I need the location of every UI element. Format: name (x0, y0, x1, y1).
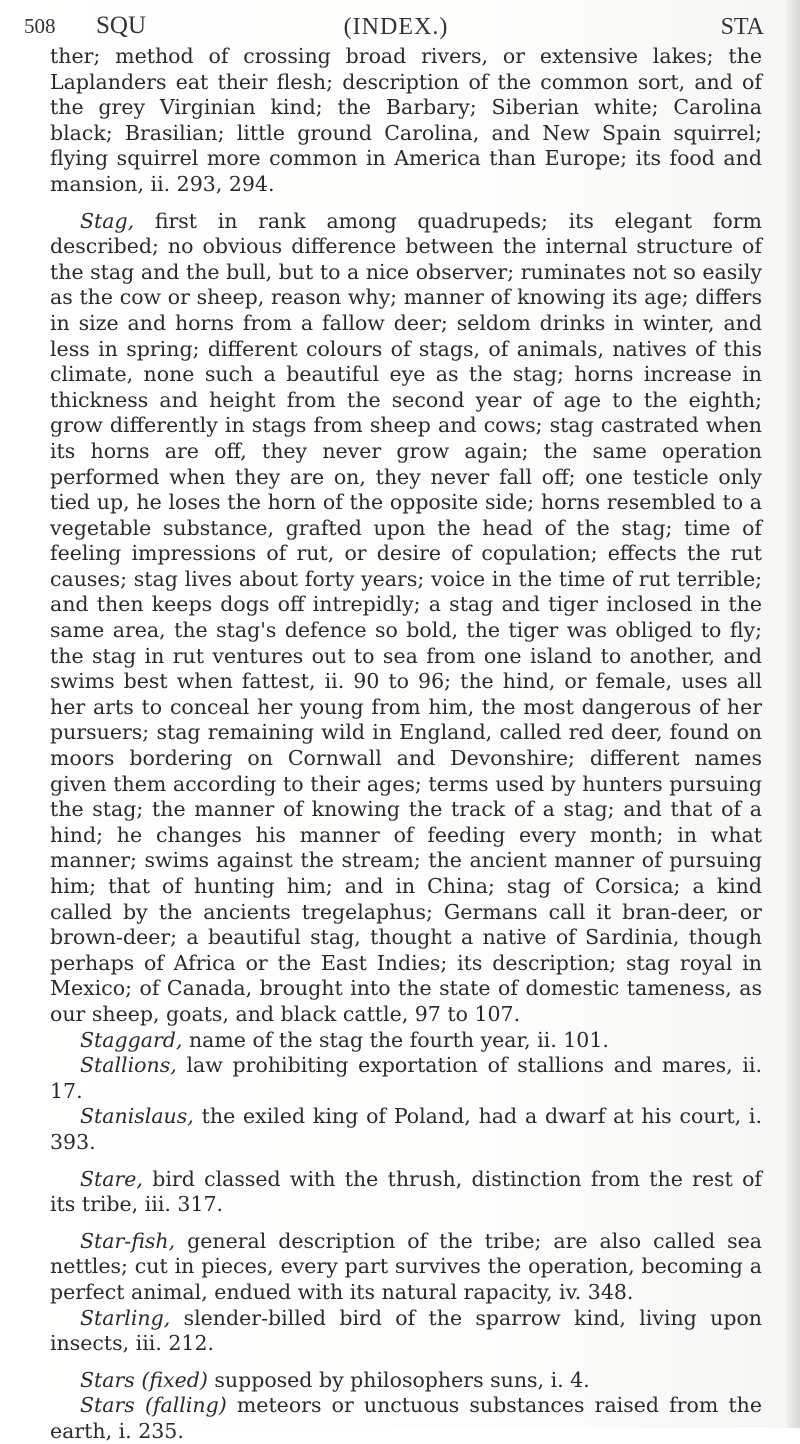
entry-headword: Stars (fixed) (80, 1367, 208, 1392)
entry-text: name of the stag the fourth year, ii. 101. (182, 1027, 609, 1052)
entry-text: law prohibiting exportation of stallions and mares, ii. 17. (50, 1053, 762, 1103)
index-entry (50, 1368, 762, 1394)
index-body (50, 44, 762, 1444)
entry-headword: Star-fish, (80, 1228, 176, 1253)
index-entry (50, 1028, 762, 1054)
entry-text: bird classed with the thrush, distinction from the rest of its tribe, iii. 317. (50, 1166, 762, 1217)
page-number: 508 (24, 14, 56, 38)
header-title: (INDEX.) (343, 14, 449, 40)
index-entry (50, 209, 762, 1028)
entry-headword: Stars (falling) (80, 1393, 227, 1418)
entry-text: slender-billed bird of the sparrow kind, living upon insects, iii. 212. (50, 1305, 762, 1356)
entry-text: general description of the tribe; are also called sea nettles; cut in pieces, every part survives the operation, becoming a perfect animal, endued with its natural rapacity, iv. 348. (50, 1228, 762, 1304)
guide-word-left: SQU (96, 12, 147, 39)
index-entry (50, 1104, 762, 1155)
index-entry (50, 1053, 762, 1104)
index-entry (50, 1229, 762, 1306)
entry-headword: Stare, (80, 1166, 143, 1191)
entry-text: first in rank among quadrupeds; its elegant form described; no obvious difference between the internal structure of the stag and the bull, but to a nice observer; ruminates not so easily as the cow or sheep, reason why; manner of knowing its age; differs in size and horns from a fallow deer; seldom drinks in winter, and less in spring; different colours of stags, of animals, natives of this climate, none such a beautiful eye as the stag; horns increase in thickness and height from the second year of age to the eighth; grow differently in stags from sheep and cows; stag castrated when its horns are off, they never grow again; the same operation performed when they are on, they never fall off; one testicle only tied up, he loses the horn of the opposite side; horns resembled to a vegetable substance, grafted upon the head of the stag; time of feeling impressions of rut, or desire of copulation; effects the rut causes; stag lives about forty years; voice in the time of rut terrible; and then keeps dogs off intrepidly; a stag and tiger inclosed in the same area, the stag's defence so bold, the tiger was obliged to fly; the stag in rut ventures out to sea from one island to another, and swims best when fattest, ii. 90 to 96; the hind, or female, uses all her arts to conceal her young from him, the most dangerous of her pursuers; stag remaining wild in England, called red deer, found on moors bordering on Cornwall and Devonshire; different names given them according to their ages; terms used by hunters pursuing the stag; the manner of knowing the track of a stag; and that of a hind; he changes his manner of feeding every month; in what manner; swims against the stream; the ancient manner of pursuing him; that of hunting him; and in China; stag of Corsica; a kind called by the ancients tregelaphus; Germans call it bran-deer, or brown-deer; a beautiful stag, thought a native of Sardinia, though perhaps of Africa or the East Indies; its description; stag royal in Mexico; of Canada, brought into the state of domestic tameness, as our sheep, goats, and black cattle, 97 to 107. (50, 208, 762, 1026)
entry-headword: Stallions, (80, 1053, 177, 1078)
running-header (14, 6, 778, 42)
entry-headword: Stag, (80, 208, 135, 233)
entry-headword: Stanislaus, (80, 1104, 194, 1129)
index-entry-continuation: ther; method of crossing broad rivers, or extensive lakes; the Laplanders eat their flesh; description of the common sort, and of the grey Virginian kind; the Barbary; Siberian white; Carolina black; Brasilian; little ground Carolina, and New Spain squirrel; flying squirrel more common in America than Europe; its food and mansion, ii. 293, 294. (50, 44, 762, 196)
page-edge-shadow (786, 0, 800, 1428)
entry-headword: Starling, (80, 1305, 171, 1330)
index-entry (50, 1306, 762, 1357)
entry-headword: Staggard, (80, 1027, 183, 1052)
entry-text: supposed by philosophers suns, i. 4. (207, 1367, 590, 1392)
entry-text: the exiled king of Poland, had a dwarf at his court, i. 393. (50, 1104, 762, 1154)
index-entry (50, 1393, 762, 1444)
entry-text: meteors or unctuous substances raised from the earth, i. 235. (50, 1393, 762, 1443)
index-entry (50, 1167, 762, 1218)
guide-word-right: STA (720, 14, 764, 40)
